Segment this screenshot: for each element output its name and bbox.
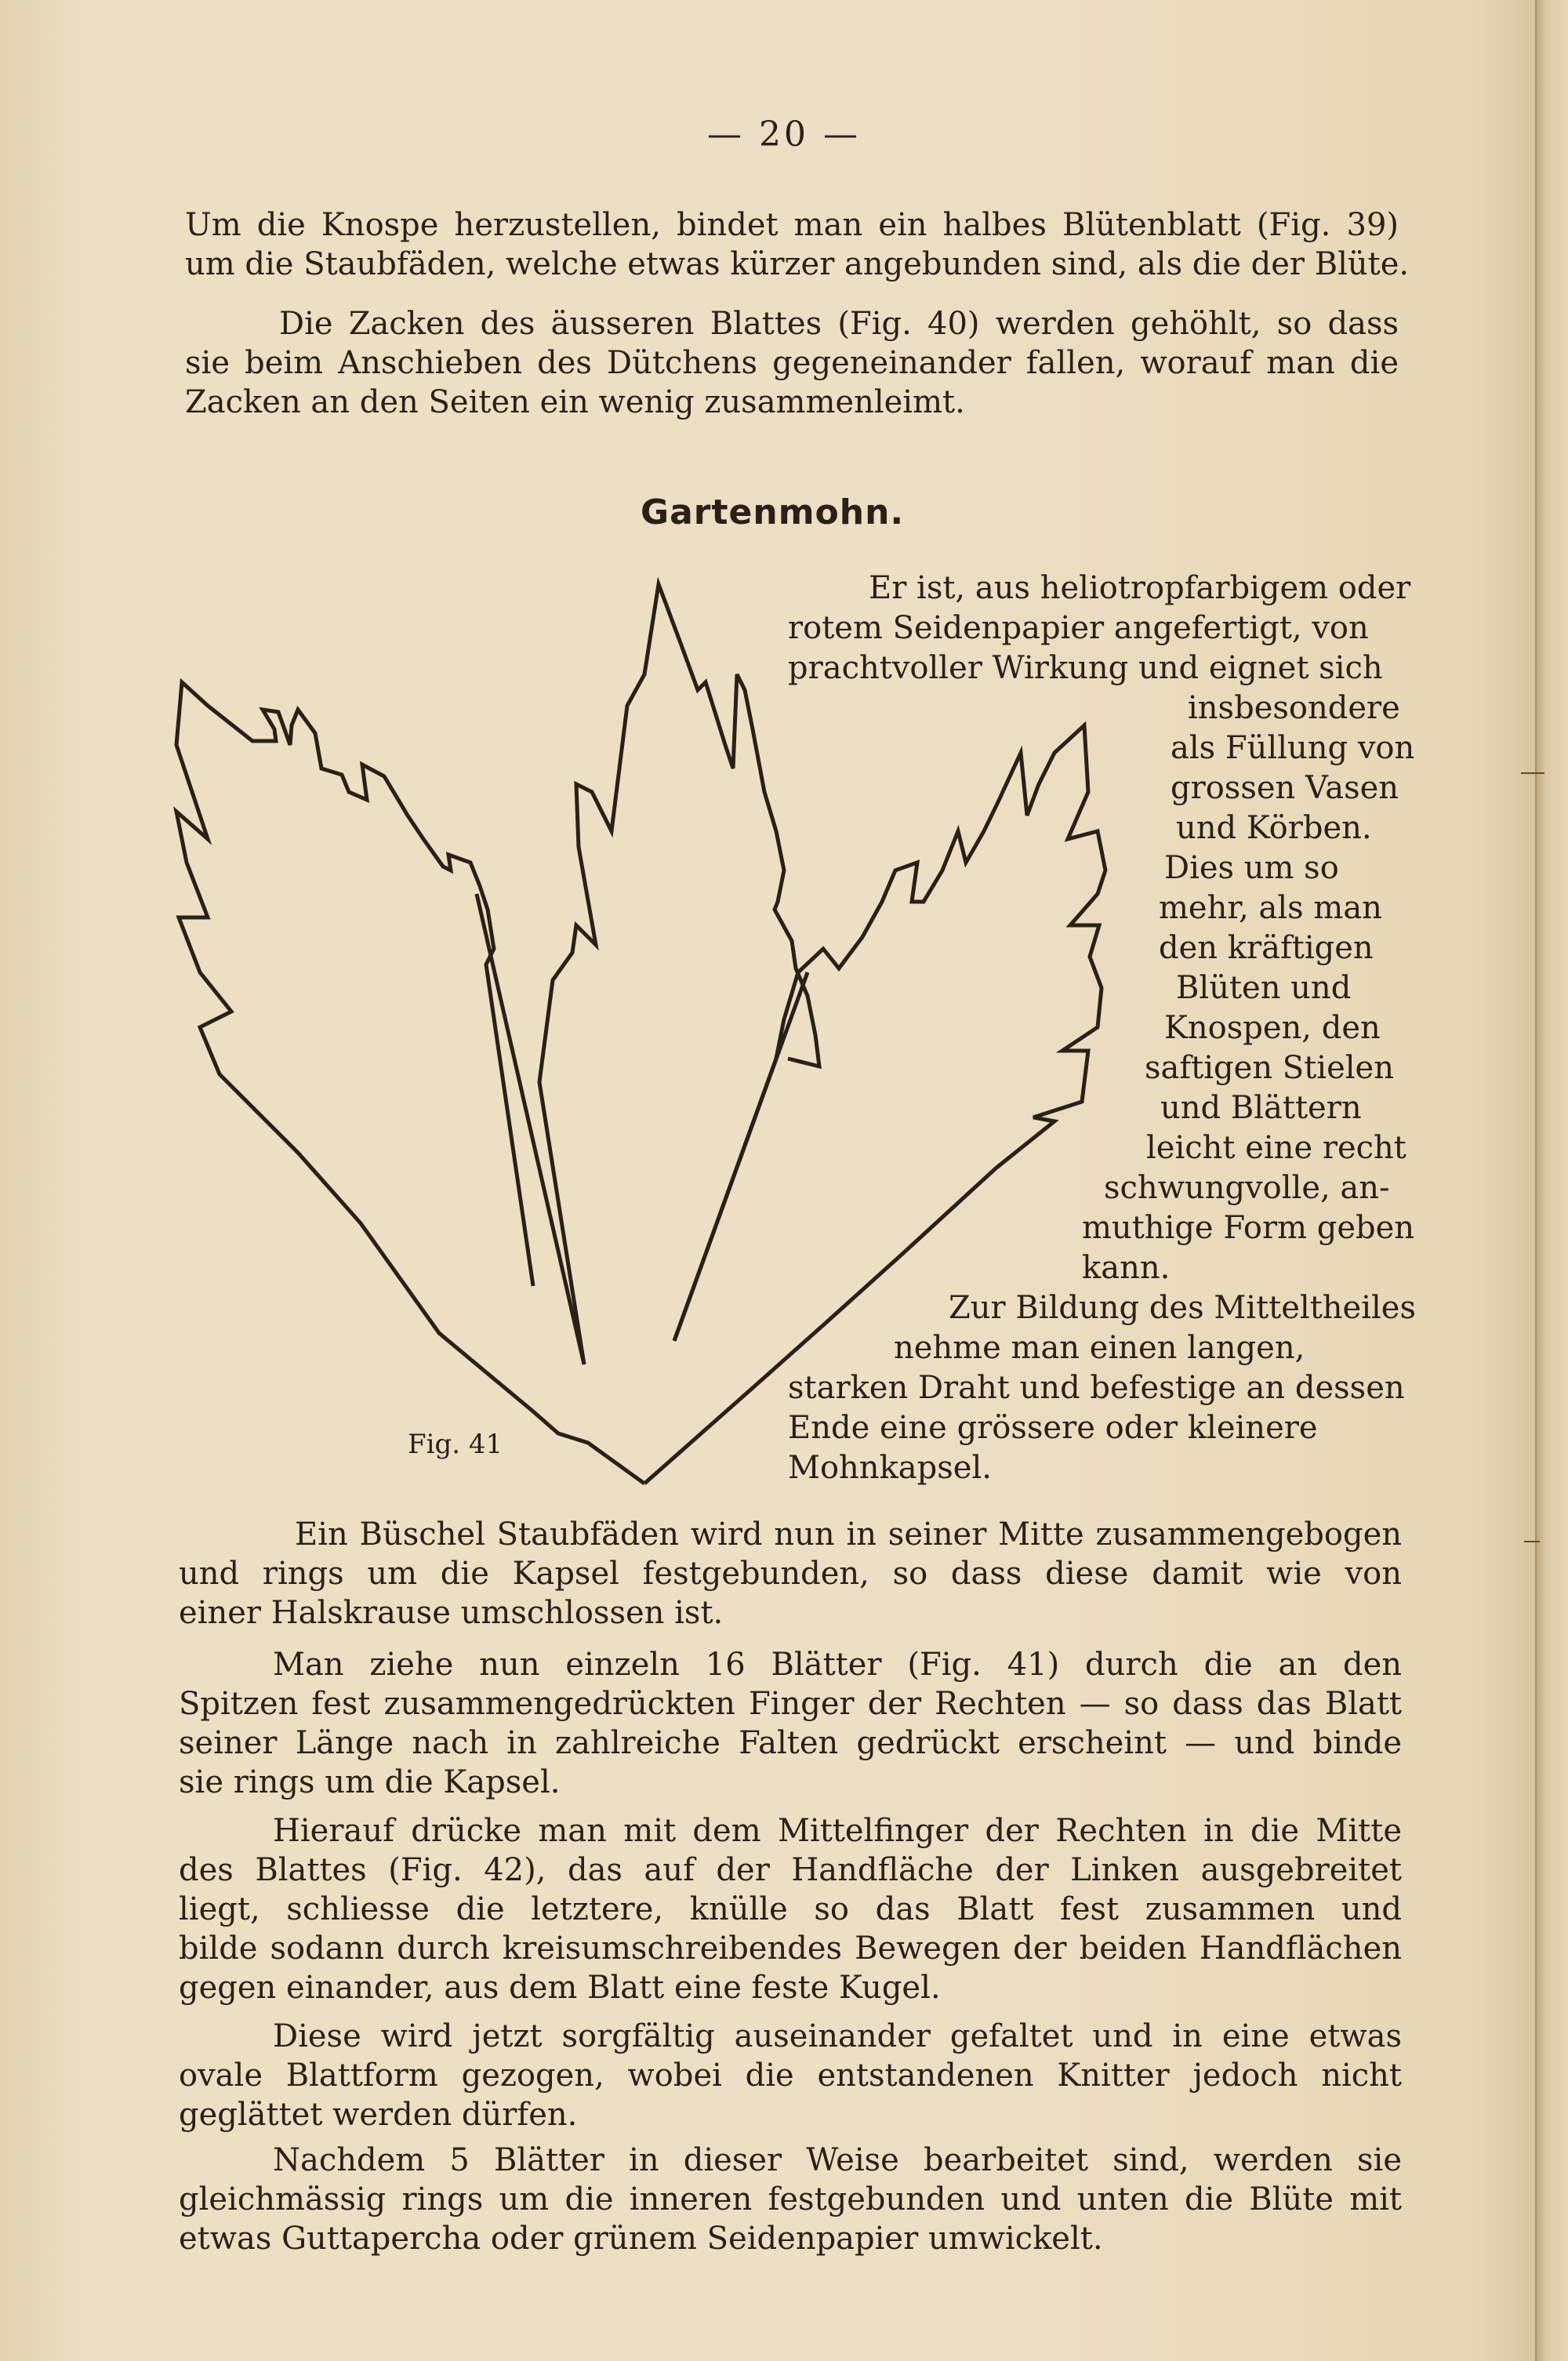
text-line: Man ziehe nun einzeln 16 Blätter (Fig. 41) durch die an den [273, 1647, 1402, 1683]
text-line: als Füllung von [1171, 730, 1415, 766]
text-line: um die Staubfäden, welche etwas kürzer angebunden sind, als die der Blüte. [185, 246, 1410, 282]
text-line: Er ist, aus heliotropfarbigem oder [869, 570, 1411, 606]
paragraph-body-2 [179, 1645, 1402, 1802]
text-line: bilde sodann durch kreisumschreibendes Bewegen der beiden Handflächen [179, 1931, 1402, 1967]
text-line: sie rings um die Kapsel. [179, 1764, 561, 1800]
paragraph-body-5 [179, 2141, 1402, 2258]
text-line: kann. [1082, 1250, 1171, 1286]
text-line: geglättet werden dürfen. [179, 2097, 578, 2133]
text-line: Nachdem 5 Blätter in dieser Weise bearbeitet sind, werden sie [273, 2142, 1402, 2178]
text-line: Die Zacken des äusseren Blattes (Fig. 40) werden gehöhlt, so dass [279, 306, 1399, 342]
text-line: grossen Vasen [1171, 770, 1399, 806]
text-line: und Blättern [1160, 1090, 1362, 1126]
text-line: Um die Knospe herzustellen, bindet man ein halbes Blütenblatt (Fig. 39) [185, 207, 1399, 243]
leaf-midrib [674, 972, 808, 1341]
text-line: gegen einander, aus dem Blatt eine feste Kugel. [179, 1970, 941, 2006]
text-line: Ein Büschel Staubfäden wird nun in seiner Mitte zusammengebogen [295, 1516, 1402, 1553]
text-line: schwungvolle, an- [1104, 1170, 1390, 1206]
text-line: nehme man einen langen, [894, 1330, 1305, 1366]
text-line: insbesondere [1188, 690, 1400, 726]
text-line: des Blattes (Fig. 42), das auf der Handfläche der Linken ausgebreitet [179, 1852, 1402, 1888]
text-line: gleichmässig rings um die inneren festgebunden und unten die Blüte mit [179, 2181, 1402, 2218]
text-line: Spitzen fest zusammengedrückten Finger der Rechten — so dass das Blatt [179, 1686, 1402, 1722]
text-line: den kräftigen [1159, 930, 1374, 966]
leaf-outline [539, 584, 819, 1364]
text-line: ovale Blattform gezogen, wobei die entstandenen Knitter jedoch nicht [179, 2058, 1402, 2094]
text-line: muthige Form geben [1082, 1210, 1415, 1246]
text-line: Dies um so [1164, 850, 1339, 886]
text-line: Ende eine grössere oder kleinere [788, 1410, 1318, 1446]
text-line: liegt, schliesse die letztere, knülle so das Blatt fest zusammen und [179, 1891, 1402, 1927]
text-line: saftigen Stielen [1145, 1050, 1394, 1086]
text-line: etwas Guttapercha oder grünem Seidenpapier umwickelt. [179, 2221, 1103, 2257]
text-line: und Körben. [1176, 810, 1372, 846]
leaf-midrib [477, 894, 584, 1364]
text-line: sie beim Anschieben des Dütchens gegeneinander fallen, worauf man die [185, 345, 1399, 381]
text-line: mehr, als man [1159, 890, 1382, 926]
paragraph-body-4 [179, 2017, 1402, 2134]
text-line: leicht eine recht [1146, 1130, 1406, 1166]
page-number: — 20 — [707, 114, 861, 154]
text-line: Zur Bildung des Mitteltheiles [949, 1290, 1416, 1326]
section-heading: Gartenmohn. [641, 492, 905, 532]
text-line: Blüten und [1176, 970, 1352, 1006]
text-line: Hierauf drücke man mit dem Mittelfinger der Rechten in die Mitte [273, 1813, 1402, 1849]
text-line: Knospen, den [1164, 1010, 1381, 1046]
text-line: Mohnkapsel. [788, 1450, 992, 1486]
text-line: und rings um die Kapsel festgebunden, so dass diese damit wie von [179, 1556, 1402, 1592]
figure-caption: Fig. 41 [408, 1429, 503, 1460]
text-line: starken Draht und befestige an dessen [788, 1370, 1405, 1406]
leaf-outline [176, 682, 644, 1484]
text-line: seiner Länge nach in zahlreiche Falten gedrückt erscheint — und binde [179, 1725, 1402, 1761]
text-line: einer Halskrause umschlossen ist. [179, 1595, 724, 1631]
text-line: prachtvoller Wirkung und eignet sich [788, 650, 1383, 686]
paragraph-body-3 [179, 1811, 1402, 2007]
text-line: Zacken an den Seiten ein wenig zusammenleimt. [185, 384, 965, 420]
text-line: Diese wird jetzt sorgfältig auseinander gefaltet und in eine etwas [273, 2018, 1402, 2054]
text-line: rotem Seidenpapier angefertigt, von [788, 610, 1369, 646]
paragraph-body-1 [179, 1515, 1402, 1633]
